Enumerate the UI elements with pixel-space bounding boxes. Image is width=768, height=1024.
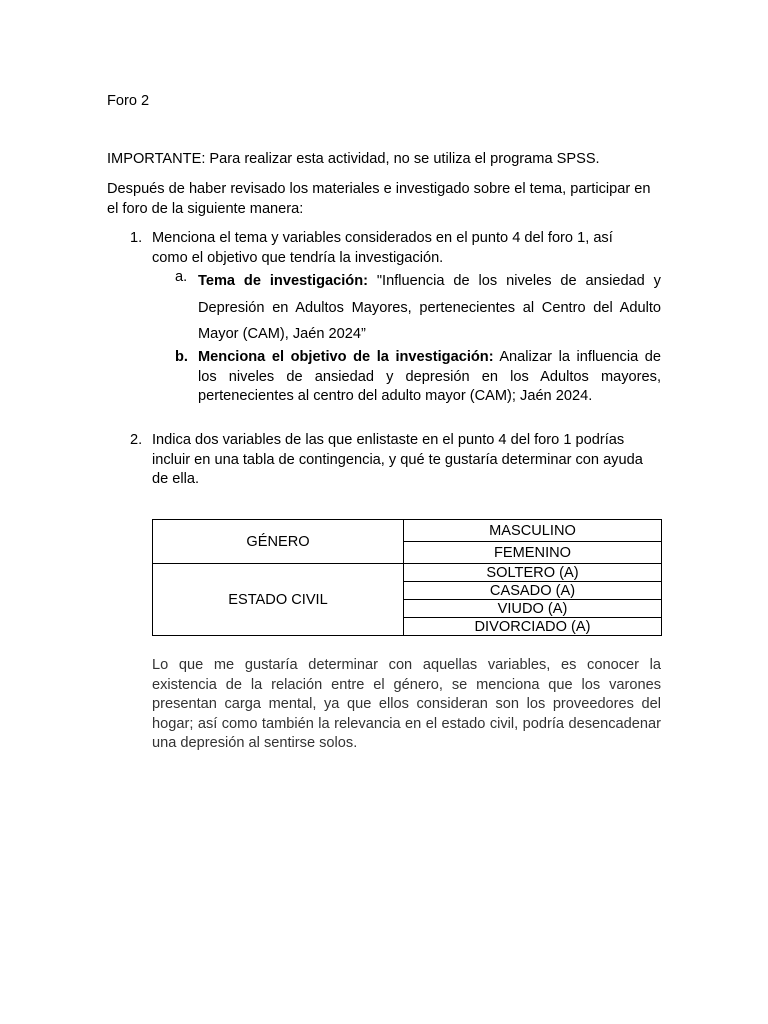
estado-civil-value-cell: DIVORCIADO (A) [404,618,662,636]
item1-number: 1. [130,230,143,246]
document-title: Foro 2 [107,93,150,109]
sub-b-label: Menciona el objetivo de la investigación: [198,349,494,365]
contingency-table [152,519,662,636]
genero-label: GÉNERO [153,520,404,564]
sub-a-label: Tema de investigación: [198,273,368,289]
sub-a-marker: a. [175,269,188,285]
item1-text: Menciona el tema y variables considerados en el punto 4 del foro 1, así como el objetivo que tendría la investigación. [152,230,613,266]
important-note: IMPORTANTE: Para realizar esta actividad, no se utiliza el programa SPSS. [107,151,600,167]
item2-number: 2. [130,432,143,448]
conclusion-paragraph: Lo que me gustaría determinar con aquellas variables, es conocer la existencia de la relación entre el género, se menciona que los varones presentan carga mental, ya que ellos consideran son los proveedores del hogar; así como también la relevancia en el estado civil, podría desencadenar una depresión al sentirse solos. [152,657,661,751]
item2-text: Indica dos variables de las que enlistaste en el punto 4 del foro 1 podrías incluir en una tabla de contingencia, y qué te gustaría determinar con ayuda de ella. [152,432,643,487]
genero-value-cell: MASCULINO [404,520,662,542]
estado-civil-label: ESTADO CIVIL [153,564,404,636]
intro-paragraph: Después de haber revisado los materiales e investigado sobre el tema, participar en el foro de la siguiente manera: [107,181,651,217]
sub-b-text: Analizar la influencia de los niveles de ansiedad y depresión en los Adultos mayores, pertenecientes al centro del adulto mayor (CAM); Jaén 2024. [198,349,661,404]
sub-b-paragraph [198,348,661,407]
sub-a-paragraph [198,268,661,348]
estado-civil-value-cell: CASADO (A) [404,582,662,600]
estado-civil-value-cell: SOLTERO (A) [404,564,662,582]
sub-b-marker: b. [175,349,188,365]
estado-civil-value-cell: VIUDO (A) [404,600,662,618]
sub-a-text: "Influencia de los niveles de ansiedad y Depresión en Adultos Mayores, pertenecientes al Centro del Adulto Mayor (CAM), Jaén 2024” [198,273,661,342]
genero-value-cell: FEMENINO [404,542,662,564]
